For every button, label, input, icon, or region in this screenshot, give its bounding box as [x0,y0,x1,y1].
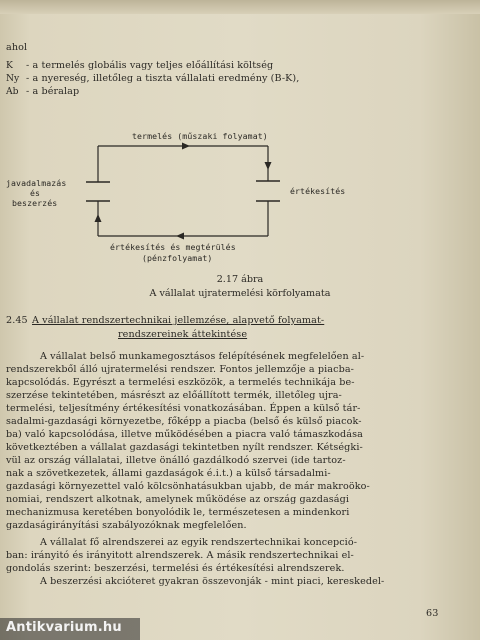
body-line: ban: irányitó és irányitott alrendszerek. A másik rendszertechnikai el- [6,550,354,561]
intro-word: ahol [6,42,28,53]
body-line: kapcsolódás. Egyrészt a termelési eszközök, a termelés technikája be- [6,377,355,388]
definition-key-ab: Ab [6,86,19,97]
body-line: gondolás szerint: beszerzési, termelési és értékesítési alrendszerek. [6,563,345,574]
body-line: gazdasági környezettel való kölcsönhatásukban ujabb, de már makroöko- [6,481,370,492]
top-arrow-icon [182,143,190,150]
definition-key-k: K [6,60,13,71]
diagram-right-label: értékesítés [290,186,346,196]
definition-key-ny: Ny [6,73,20,84]
right-arrow-icon [265,162,272,170]
body-line: gazdaságirányítási szabályozóknak megfelelően. [6,520,247,531]
body-line: következtében a vállalat gazdasági tekintetben nyílt rendszer. Kétségki- [6,442,363,453]
body-line: vül az ország vállalatai, illetve önálló gazdálkodó szervei (ide tartoz- [6,455,346,466]
figure-title: A vállalat ujratermelési körfolyamata [149,288,331,299]
body-line: rendszerekből álló ujratermelési rendszer. Fontos jellemzője a piacba- [6,364,355,375]
diagram-left-label-2: és [30,188,41,198]
diagram-left-label-3: beszerzés [12,198,58,208]
bottom-arrow-icon [176,233,184,240]
body-line: ba) való kapcsolódása, illetve működésében a piacra való támaszkodása [6,429,363,440]
figure-number: 2.17 ábra [216,274,264,285]
definition-text-ny: - a nyereség, illetőleg a tiszta vállalati eredmény (B-K), [26,73,300,84]
body-line: A vállalat fő alrendszerei az egyik rendszertechnikai koncepció- [40,537,358,548]
body-line: sadalmi-gazdasági környezetbe, főképp a piacba (belső és külső piacok- [6,416,362,427]
watermark-logo: Antikvarium.hu [6,620,122,635]
definition-text-k: - a termelés globális vagy teljes előállítási költség [26,60,274,71]
diagram-top-label: termelés (műszaki folyamat) [132,131,268,141]
section-title-line-2: rendszereinek áttekintése [118,329,248,340]
left-arrow-icon [95,214,102,222]
diagram-bottom-label-1: értékesítés és megtérülés [110,242,236,252]
section-title-line-1: A vállalat rendszertechnikai jellemzése, alapvető folyamat- [32,315,325,326]
body-line: A vállalat belső munkamegosztásos felépítésének megfelelően al- [40,351,365,362]
page-number: 63 [426,608,439,619]
body-line: termelési, teljesítmény értékesítési vonatkozásában. Éppen a külső tár- [6,403,361,414]
diagram-left-label-1: javadalmazás [6,178,67,188]
body-line: nomiai, rendszert alkotnak, amelynek működése az ország gazdasági [6,494,350,505]
body-line: szerzése tekintetében, másrészt az előállított termék, illetőleg ujra- [6,390,342,401]
body-line: nak a szövetkezetek, állami gazdaságok é.i.t.) a külső társadalmi- [6,468,331,479]
definition-text-ab: - a béralap [26,86,80,97]
body-line: A beszerzési akcióteret gyakran összevonják - mint piaci, kereskedel- [40,576,385,587]
section-number: 2.45 [6,315,28,326]
diagram-bottom-label-2: (pénzfolyamat) [142,253,213,263]
body-line: mechanizmusa keretében bonyolódik le, természetesen a mindenkori [6,507,350,518]
